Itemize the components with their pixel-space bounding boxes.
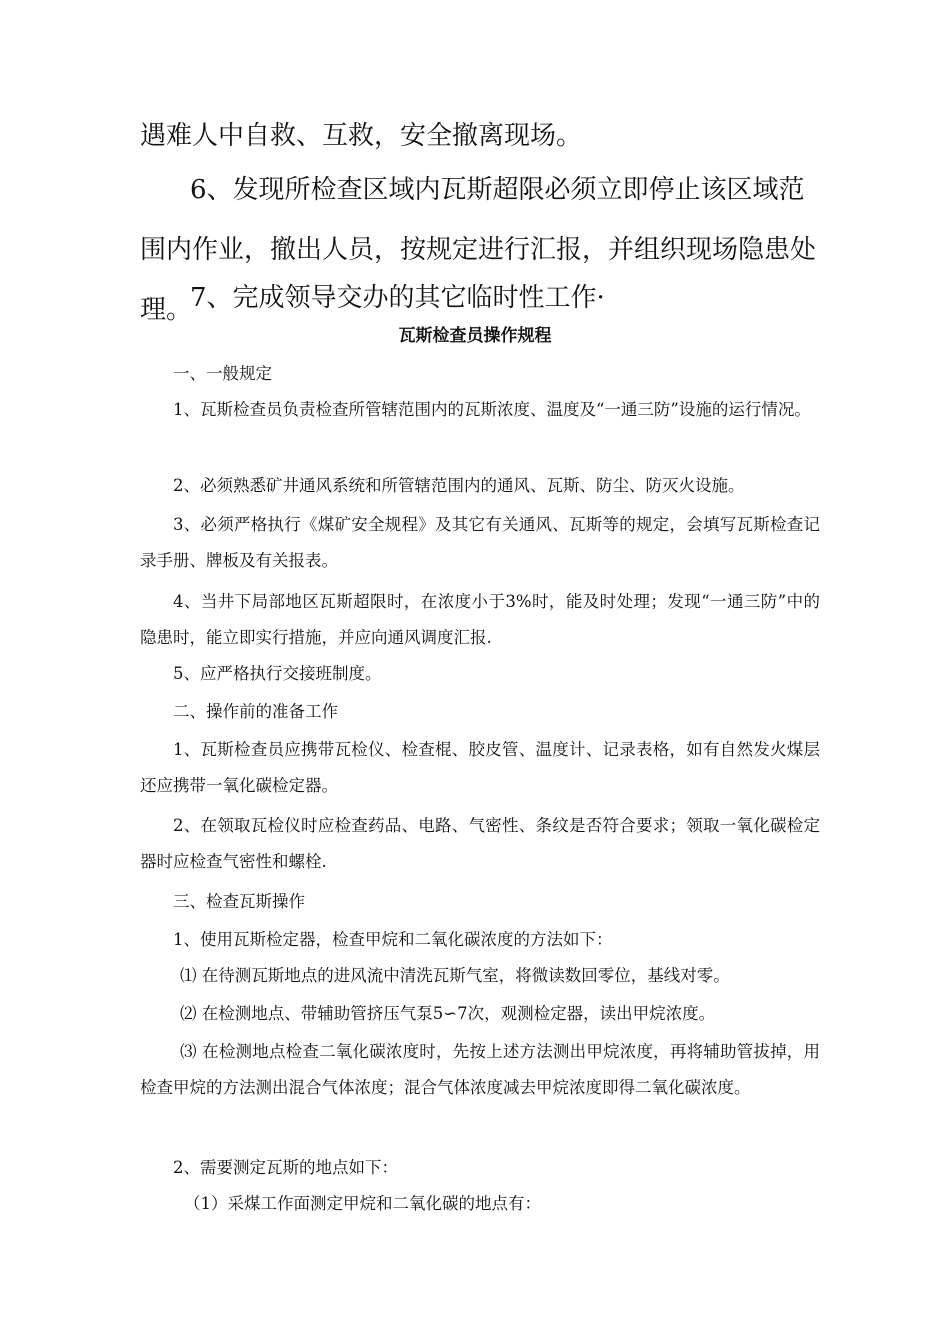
section-1-item-5: 5、应严格执行交接班制度。 (173, 664, 382, 683)
section-3-item-2: 2、需要测定瓦斯的地点如下： (173, 1158, 398, 1177)
section-1-item-3: 3、必须严格执行《煤矿安全规程》及其它有关通风、瓦斯等的规定，会填写瓦斯检查记录手册、牌板及有关报表。 (140, 515, 820, 570)
page-title: 瓦斯检查员操作规程 (398, 326, 552, 346)
section-2-item-1: 1、瓦斯检查员应携带瓦检仪、检查棍、胶皮管、温度计、记录表格，如有自然发火煤层还应携带一氧化碳检定器。 (140, 740, 820, 795)
section-3-step-2: ⑵ 在检测地点、带辅助管挤压气泵5∽7次，观测检定器，读出甲烷浓度。 (180, 1004, 716, 1023)
item-7: 7、完成领导交办的其它临时性工作· (190, 283, 605, 313)
section-1-heading: 一、一般规定 (173, 364, 272, 383)
section-1-item-4: 4、当井下局部地区瓦斯超限时，在浓度小于3%时，能及时处理；发现“一通三防”中的隐患时，能立即实行措施，并应向通风调度汇报. (140, 592, 820, 647)
section-3-step-3: ⑶ 在检测地点检查二氧化碳浓度时，先按上述方法测出甲烷浓度，再将辅助管拔掉，用检查甲烷的方法测出混合气体浓度；混合气体浓度减去甲烷浓度即得二氧化碳浓度。 (140, 1042, 820, 1097)
section-2-item-2: 2、在领取瓦检仪时应检查药品、电路、气密性、条纹是否符合要求；领取一氧化碳检定器时应检查气密性和螺栓. (140, 816, 820, 871)
continued-line: 遇难人中自救、互救，安全撤离现场。 (140, 121, 583, 151)
section-1-item-1: 1、瓦斯检查员负责检查所管辖范围内的瓦斯浓度、温度及“一通三防”设施的运行情况。 (173, 400, 811, 419)
section-3-item-2-sub-1: （1）采煤工作面测定甲烷和二氧化碳的地点有： (184, 1194, 541, 1213)
item-6: 6、发现所检查区域内瓦斯超限必须立即停止该区域范围内作业，撤出人员，按规定进行汇报，并组织现场隐患处理。 (140, 175, 817, 325)
section-3-heading: 三、检查瓦斯操作 (173, 892, 305, 911)
section-1-item-2: 2、必须熟悉矿井通风系统和所管辖范围内的通风、瓦斯、防尘、防灭火设施。 (173, 476, 745, 495)
section-2-heading: 二、操作前的准备工作 (173, 702, 338, 721)
section-3-step-1: ⑴ 在待测瓦斯地点的进风流中清洗瓦斯气室，将微读数回零位，基线对零。 (180, 966, 730, 985)
section-3-item-1: 1、使用瓦斯检定器，检查甲烷和二氧化碳浓度的方法如下： (173, 930, 613, 949)
